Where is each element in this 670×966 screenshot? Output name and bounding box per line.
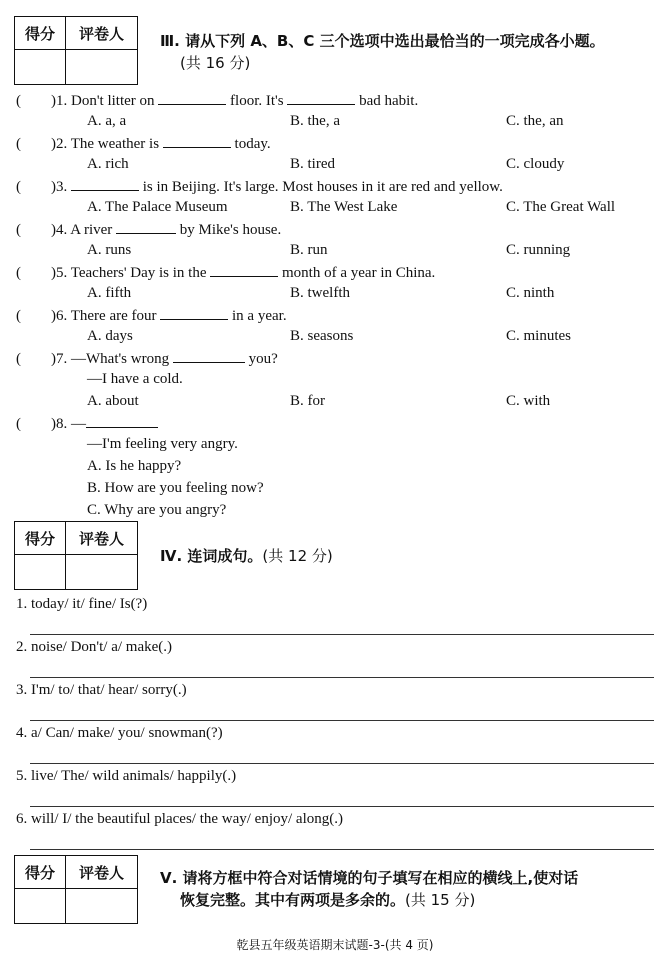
option-c[interactable]: C. Why are you angry? — [87, 502, 227, 518]
reorder-item-6: 6. will/ I/ the beautiful places/ the way/ enjoy/ along(.) — [16, 811, 343, 827]
section5-heading — [160, 867, 578, 911]
option-c[interactable]: C. the, an — [506, 113, 564, 129]
score-box-5 — [14, 855, 138, 924]
score-box-4 — [14, 521, 138, 590]
answer-line[interactable] — [30, 763, 654, 764]
question-stem: The weather is — [70, 136, 160, 152]
question-stem: There are four — [70, 308, 157, 324]
answer-line[interactable] — [30, 849, 654, 850]
answer-blank[interactable] — [160, 305, 228, 320]
grader-label: 评卷人 — [66, 522, 137, 555]
option-a[interactable]: A. a, a — [87, 113, 127, 129]
answer-line[interactable] — [30, 634, 654, 635]
question-number: ( )2. — [16, 136, 68, 152]
grader-label: 评卷人 — [66, 17, 137, 50]
reorder-item-4: 4. a/ Can/ make/ you/ snowman(?) — [16, 725, 223, 741]
option-a[interactable]: A. days — [87, 328, 133, 344]
score-box-3 — [14, 16, 138, 85]
question-stem: is in Beijing. It's large. Most houses in it are red and yellow. — [142, 179, 503, 195]
option-b[interactable]: B. the, a — [290, 113, 340, 129]
option-a[interactable]: A. about — [87, 393, 139, 409]
question-stem: you? — [248, 351, 278, 367]
answer-line[interactable] — [30, 720, 654, 721]
question-number: ( )1. — [16, 93, 68, 109]
answer-blank[interactable] — [86, 413, 158, 428]
score-label: 得分 — [15, 17, 66, 50]
option-b[interactable]: B. The West Lake — [290, 199, 398, 215]
reorder-item-2: 2. noise/ Don't/ a/ make(.) — [16, 639, 172, 655]
question-number: ( )5. — [16, 265, 68, 281]
option-c[interactable]: C. cloudy — [506, 156, 565, 172]
question-stem: bad habit. — [359, 93, 419, 109]
option-a[interactable]: A. runs — [87, 242, 132, 258]
question-number: ( )3. — [16, 179, 68, 195]
question-number: ( )6. — [16, 308, 68, 324]
option-a[interactable]: A. rich — [87, 156, 129, 172]
option-a[interactable]: A. fifth — [87, 285, 132, 301]
option-b[interactable]: B. How are you feeling now? — [87, 480, 264, 496]
option-b[interactable]: B. for — [290, 393, 325, 409]
answer-blank[interactable] — [71, 176, 139, 191]
grader-label: 评卷人 — [66, 856, 137, 889]
question-stem: — — [71, 416, 86, 432]
section5-points: (共 15 分) — [405, 891, 476, 909]
option-c[interactable]: C. with — [506, 393, 551, 409]
answer-blank[interactable] — [158, 90, 226, 105]
answer-line[interactable] — [30, 677, 654, 678]
option-c[interactable]: C. ninth — [506, 285, 555, 301]
question-stem: by Mike's house. — [179, 222, 282, 238]
question-stem: Teachers' Day is in the — [70, 265, 207, 281]
answer-blank[interactable] — [210, 262, 278, 277]
reorder-item-3: 3. I'm/ to/ that/ hear/ sorry(.) — [16, 682, 187, 698]
section4-title: Ⅳ. 连词成句。 — [160, 547, 263, 565]
option-a[interactable]: A. The Palace Museum — [87, 199, 228, 215]
question-stem: A river — [70, 222, 113, 238]
score-cell[interactable] — [15, 50, 66, 84]
option-c[interactable]: C. minutes — [506, 328, 572, 344]
question-stem: Don't litter on — [71, 93, 155, 109]
section5-title-cont: 恢复完整。其中有两项是多余的。 — [180, 891, 406, 909]
reorder-item-5: 5. live/ The/ wild animals/ happily(.) — [16, 768, 237, 784]
option-b[interactable]: B. tired — [290, 156, 335, 172]
section3-title: Ⅲ. 请从下列 A、B、C 三个选项中选出最恰当的一项完成各小题。 — [160, 32, 605, 50]
answer-blank[interactable] — [287, 90, 355, 105]
section3-heading — [160, 30, 605, 74]
question-stem: in a year. — [232, 308, 287, 324]
dialogue-line: —I have a cold. — [87, 371, 183, 387]
question-stem: —What's wrong — [71, 351, 170, 367]
option-c[interactable]: C. running — [506, 242, 571, 258]
score-label: 得分 — [15, 522, 66, 555]
score-label: 得分 — [15, 856, 66, 889]
page-footer: 乾县五年级英语期末试题-3-(共 4 页) — [236, 938, 434, 952]
answer-blank[interactable] — [116, 219, 176, 234]
grader-cell[interactable] — [66, 555, 137, 589]
section4-heading — [160, 545, 333, 567]
answer-blank[interactable] — [173, 348, 245, 363]
section4-points: (共 12 分) — [262, 547, 333, 565]
score-cell[interactable] — [15, 889, 66, 923]
question-stem: floor. It's — [230, 93, 284, 109]
option-a[interactable]: A. Is he happy? — [87, 458, 182, 474]
question-number: ( )4. — [16, 222, 68, 238]
question-number: ( )7. — [16, 351, 68, 367]
question-stem: today. — [234, 136, 271, 152]
score-cell[interactable] — [15, 555, 66, 589]
option-b[interactable]: B. seasons — [290, 328, 354, 344]
answer-blank[interactable] — [163, 133, 231, 148]
section3-points: (共 16 分) — [180, 54, 251, 72]
option-b[interactable]: B. run — [290, 242, 328, 258]
question-number: ( )8. — [16, 416, 68, 432]
option-c[interactable]: C. The Great Wall — [506, 199, 616, 215]
section5-title: Ⅴ. 请将方框中符合对话情境的句子填写在相应的横线上,使对话 — [160, 869, 579, 887]
answer-line[interactable] — [30, 806, 654, 807]
option-b[interactable]: B. twelfth — [290, 285, 350, 301]
reorder-item-1: 1. today/ it/ fine/ Is(?) — [16, 596, 148, 612]
grader-cell[interactable] — [66, 50, 137, 84]
dialogue-line: —I'm feeling very angry. — [87, 436, 238, 452]
grader-cell[interactable] — [66, 889, 137, 923]
question-stem: month of a year in China. — [282, 265, 436, 281]
